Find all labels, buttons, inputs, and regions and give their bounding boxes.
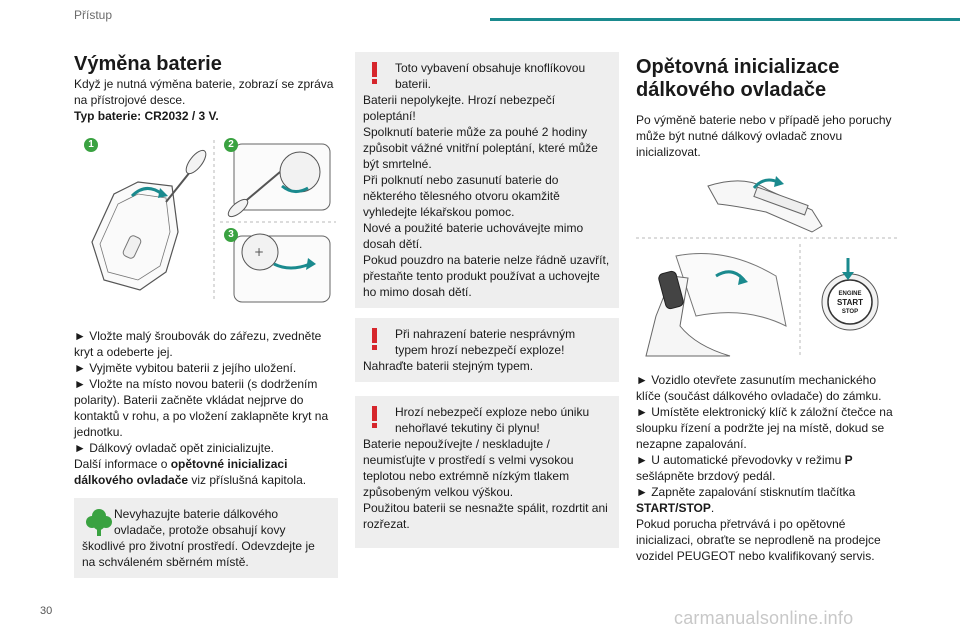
warning-3-line-1: Baterie nepoužívejte / neskladujte / neumisťujte v prostředí s velmi vysokou teplotou nebo extrémně nízkým tlakem způsobeným velkou výškou. <box>363 437 574 499</box>
step-badge-1: 1 <box>84 138 98 152</box>
svg-text:+: + <box>254 245 265 259</box>
start-stop-button-label <box>830 290 870 316</box>
section-header: Přístup <box>74 8 113 22</box>
eco-note-text-1: Nevyhazujte baterie dálkového ovladače, protože obsahují kovy <box>114 507 286 537</box>
reinit-step-3-suffix: sešlápněte brzdový pedál. <box>636 469 776 483</box>
btn-label-engine: ENGINE <box>838 291 862 297</box>
warning-1-line-3: Při polknutí nebo zasunutí baterie do některého tělesného otvoru okamžitě vyhledejte lékařskou pomoc. <box>363 173 560 219</box>
warning-3-line-2: Použitou baterii se nesnažte spálit, rozdrtit ani rozřezat. <box>363 501 608 531</box>
battery-steps <box>74 328 338 488</box>
reinit-step-3-bold: P <box>844 453 853 467</box>
warning-1-line-1: Baterii nepolykejte. Hrozí nebezpečí poleptání! <box>363 93 556 123</box>
reinit-drawing <box>636 166 900 362</box>
reinit-step-4 <box>636 484 900 516</box>
reinit-steps <box>636 372 900 564</box>
battery-steps-drawing <box>74 132 338 308</box>
reinit-step-4-suffix: . <box>710 501 715 515</box>
reinit-intro: Po výměně baterie nebo v případě jeho poruchy může být nutné dálkový ovladač znovu inicializovat. <box>636 113 892 159</box>
step-badge-2: 2 <box>224 138 238 152</box>
battery-step-1: ► Vložte malý šroubovák do zářezu, zvedněte kryt a odeberte jej. <box>74 329 322 359</box>
eco-note-first-lines <box>82 506 330 538</box>
reinit-step-4-bold: START/STOP <box>636 501 711 515</box>
battery-replacement-illustration <box>74 132 338 308</box>
battery-step-2: ► Vyjměte vybitou baterii z jejího uložení. <box>74 361 297 375</box>
eco-note-text-2: škodlivé pro životní prostředí. Odevzdejte je na schváleném sběrném místě. <box>82 539 315 569</box>
reinit-step-1: ► Vozidlo otevřete zasunutím mechanického klíče (součást dálkového ovladače) do zámku. <box>636 373 882 403</box>
reinit-illustration <box>636 166 900 362</box>
reinit-step-2: ► Umístěte elektronický klíč k záložní čtečce na sloupku řízení a podržte jej na místě, dokud se nezapne zapalování. <box>636 405 893 451</box>
battery-step-4: ► Dálkový ovladač opět zinicializujte. <box>74 441 274 455</box>
warning-1-line-2: Spolknutí baterie může za pouhé 2 hodiny způsobit vážné vnitřní poleptání, které může být smrtelné. <box>363 125 598 171</box>
header-accent-bar <box>490 18 960 21</box>
battery-step-3: ► Vložte na místo novou baterii (s dodržením polarity). Baterii začněte vkládat nejprve do kontaktů v rohu, a po vložení zaklapněte kryt na jednotku. <box>74 377 329 439</box>
reinit-step-3-prefix: ► U automatické převodovky v režimu <box>636 453 845 467</box>
watermark: carmanualsonline.info <box>674 608 854 628</box>
eco-note <box>74 498 338 578</box>
warning-3-text-first: Hrozí nebezpečí exploze nebo úniku nehořlavé tekutiny či plynu! <box>395 405 590 435</box>
warning-2-text-first: Při nahrazení baterie nesprávným typem hrozí nebezpečí exploze! <box>395 327 576 357</box>
page-number: 30 <box>40 605 53 617</box>
warning-2-line: Nahraďte baterii stejným typem. <box>363 359 534 373</box>
reinit-outro: Pokud porucha přetrvává i po opětovné inicializaci, obraťte se neprodleně na prodejce vozidel PEUGEOT nebo kvalifikovaný servis. <box>636 517 881 563</box>
column-battery-replacement <box>74 52 338 578</box>
reinit-step-4-prefix: ► Zapněte zapalování stisknutím tlačítka <box>636 485 856 499</box>
step-badge-3: 3 <box>224 228 238 242</box>
btn-label-stop: STOP <box>841 309 859 315</box>
column-battery-warnings <box>355 52 619 548</box>
more-info-prefix: Další informace o <box>74 457 171 471</box>
section-title-battery: Výměna baterie <box>74 53 222 75</box>
warning-1-line-5: Pokud pouzdro na baterie nelze řádně uzavřít, přestaňte tento produkt používat a uchovejte ho mimo dosah dětí. <box>363 253 610 299</box>
more-info-suffix: viz příslušná kapitola. <box>188 473 307 487</box>
btn-label-start: START <box>836 298 864 307</box>
warning-icon <box>371 328 379 354</box>
column-remote-reinit <box>636 56 900 564</box>
reinit-step-3 <box>636 452 900 484</box>
warning-2-first <box>363 326 611 358</box>
warning-1-line-4: Nové a použité baterie uchovávejte mimo dosah dětí. <box>363 221 584 251</box>
environment-tree-icon <box>86 506 112 536</box>
battery-more-info <box>74 456 338 488</box>
warning-explosion <box>355 396 619 548</box>
warning-3-first <box>363 404 611 436</box>
warning-wrong-battery <box>355 318 619 382</box>
battery-intro: Když je nutná výměna baterie, zobrazí se zpráva na přístrojové desce. <box>74 77 334 107</box>
warning-icon <box>371 62 379 88</box>
warning-1-first <box>363 60 611 92</box>
more-info-link-text: opětovné inicializaci dálkového ovladače <box>74 457 288 487</box>
section-title-reinit: Opětovná inicializace dálkového ovladače <box>636 56 840 101</box>
battery-type: Typ baterie: CR2032 / 3 V. <box>74 109 219 123</box>
warning-icon <box>371 406 379 432</box>
warning-1-text-first: Toto vybavení obsahuje knoflíkovou baterii. <box>395 61 586 91</box>
warning-button-battery <box>355 52 619 308</box>
